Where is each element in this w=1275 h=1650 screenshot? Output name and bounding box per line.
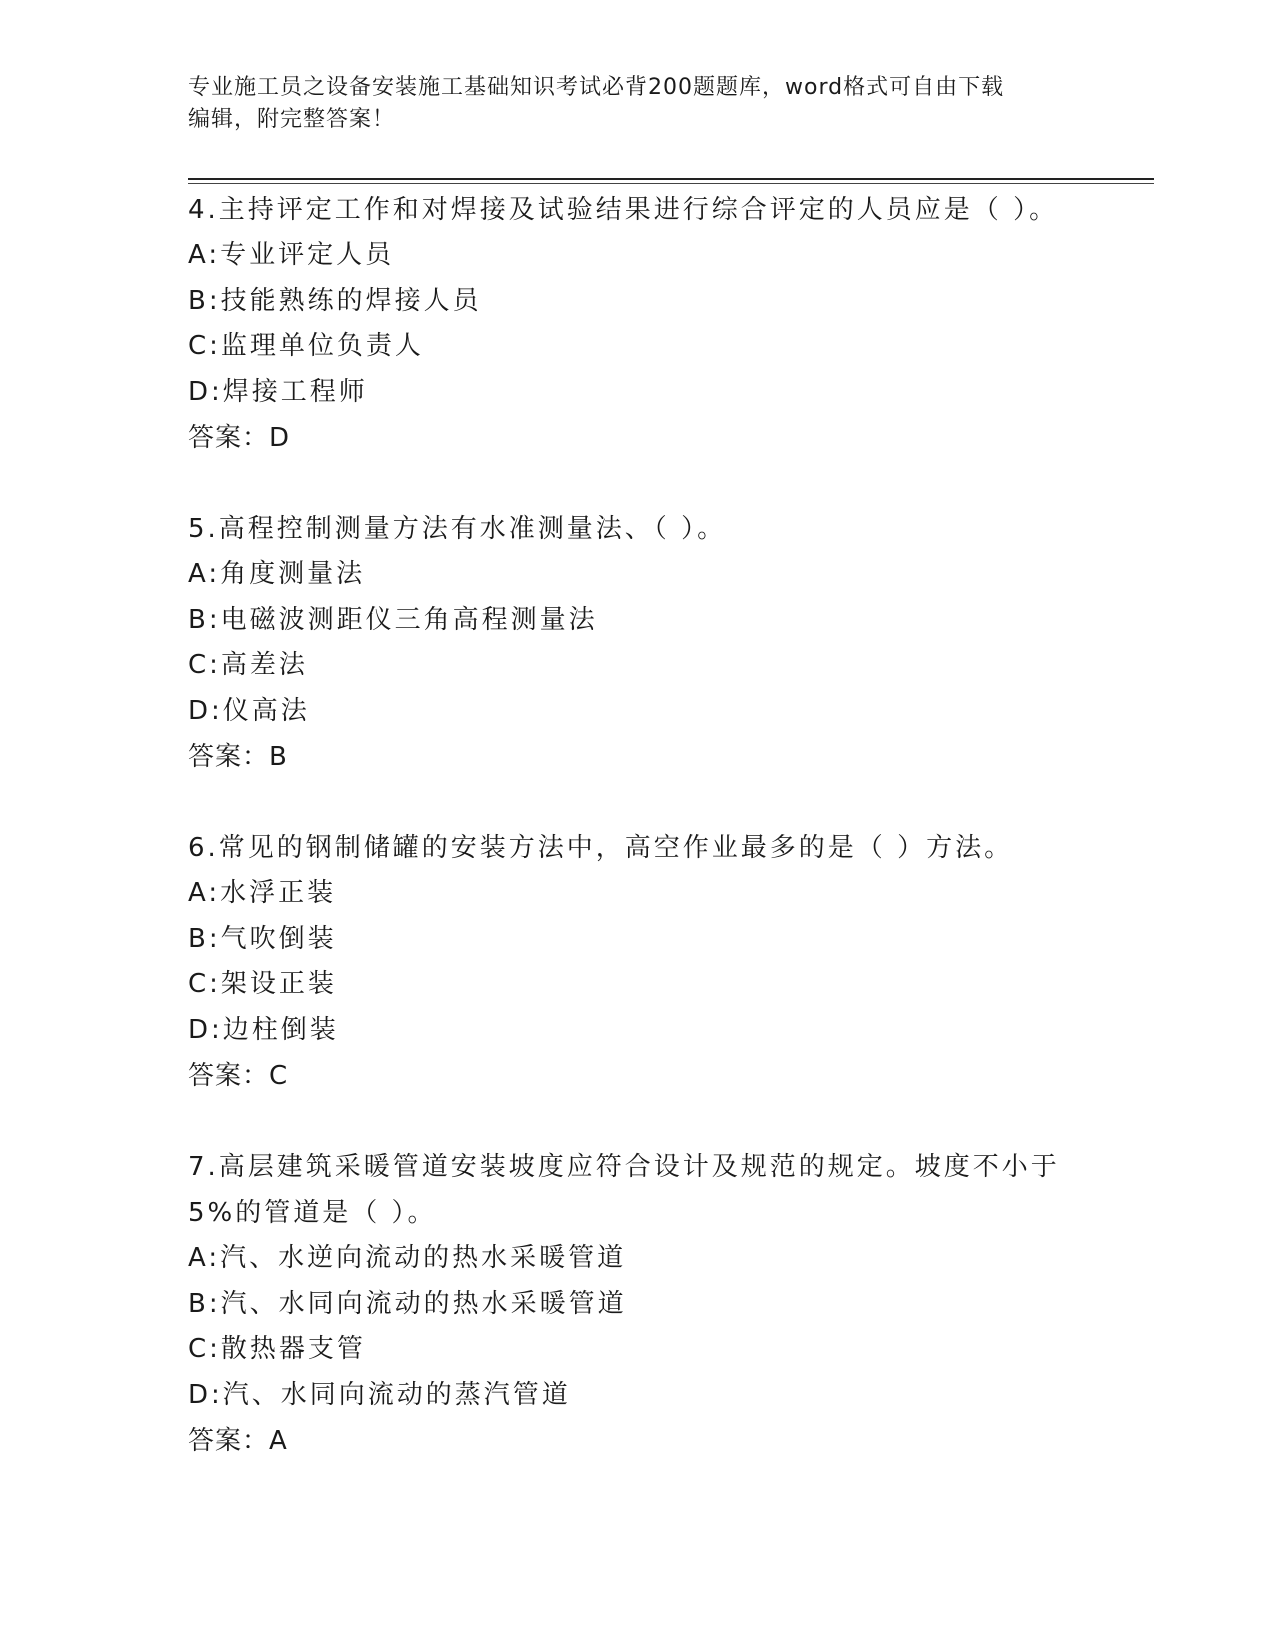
option-d: D:边柱倒装 — [188, 1014, 339, 1045]
option-b: B:电磁波测距仪三角高程测量法 — [188, 604, 598, 635]
option-a: A:汽、水逆向流动的热水采暖管道 — [188, 1243, 627, 1273]
question-stem-line-2: 5%的管道是（ ）。 — [188, 1198, 437, 1228]
option-b: B:汽、水同向流动的热水采暖管道 — [188, 1288, 627, 1319]
option-a: A:专业评定人员 — [188, 240, 395, 270]
answer: 答案：D — [188, 423, 291, 453]
question-5 — [188, 506, 1088, 780]
option-b: B:技能熟练的焊接人员 — [188, 285, 482, 316]
option-d: D:焊接工程师 — [188, 376, 368, 407]
option-c: C:高差法 — [188, 650, 308, 680]
question-7 — [188, 1144, 1088, 1464]
answer: 答案：B — [188, 742, 288, 772]
spacer — [188, 461, 1088, 506]
answer: 答案：C — [188, 1061, 289, 1091]
document-header — [188, 72, 1068, 136]
option-d: D:仪高法 — [188, 695, 310, 726]
spacer — [188, 780, 1088, 825]
question-6 — [188, 825, 1088, 1099]
option-c: C:散热器支管 — [188, 1334, 366, 1364]
option-a: A:角度测量法 — [188, 559, 366, 589]
question-4 — [188, 187, 1088, 461]
question-stem: 5.高程控制测量方法有水准测量法、（ ）。 — [188, 514, 727, 544]
header-line-2: 编辑，附完整答案！ — [188, 107, 396, 132]
spacer — [188, 1099, 1088, 1144]
question-stem: 6.常见的钢制储罐的安装方法中，高空作业最多的是（ ）方法。 — [188, 833, 1014, 863]
answer: 答案：A — [188, 1426, 288, 1456]
option-b: B:气吹倒装 — [188, 923, 337, 954]
header-line-1: 专业施工员之设备安装施工基础知识考试必背200题题库，word格式可自由下载 — [188, 75, 1005, 100]
option-a: A:水浮正装 — [188, 878, 337, 908]
header-divider — [188, 178, 1154, 180]
option-c: C:架设正装 — [188, 969, 337, 999]
question-list — [188, 187, 1088, 1464]
option-c: C:监理单位负责人 — [188, 331, 424, 361]
option-d: D:汽、水同向流动的蒸汽管道 — [188, 1379, 571, 1410]
header-divider-thin — [188, 183, 1154, 184]
question-stem-line-1: 7.高层建筑采暖管道安装坡度应符合设计及规范的规定。坡度不小于 — [188, 1152, 1060, 1182]
question-stem: 4.主持评定工作和对焊接及试验结果进行综合评定的人员应是（ ）。 — [188, 195, 1059, 225]
